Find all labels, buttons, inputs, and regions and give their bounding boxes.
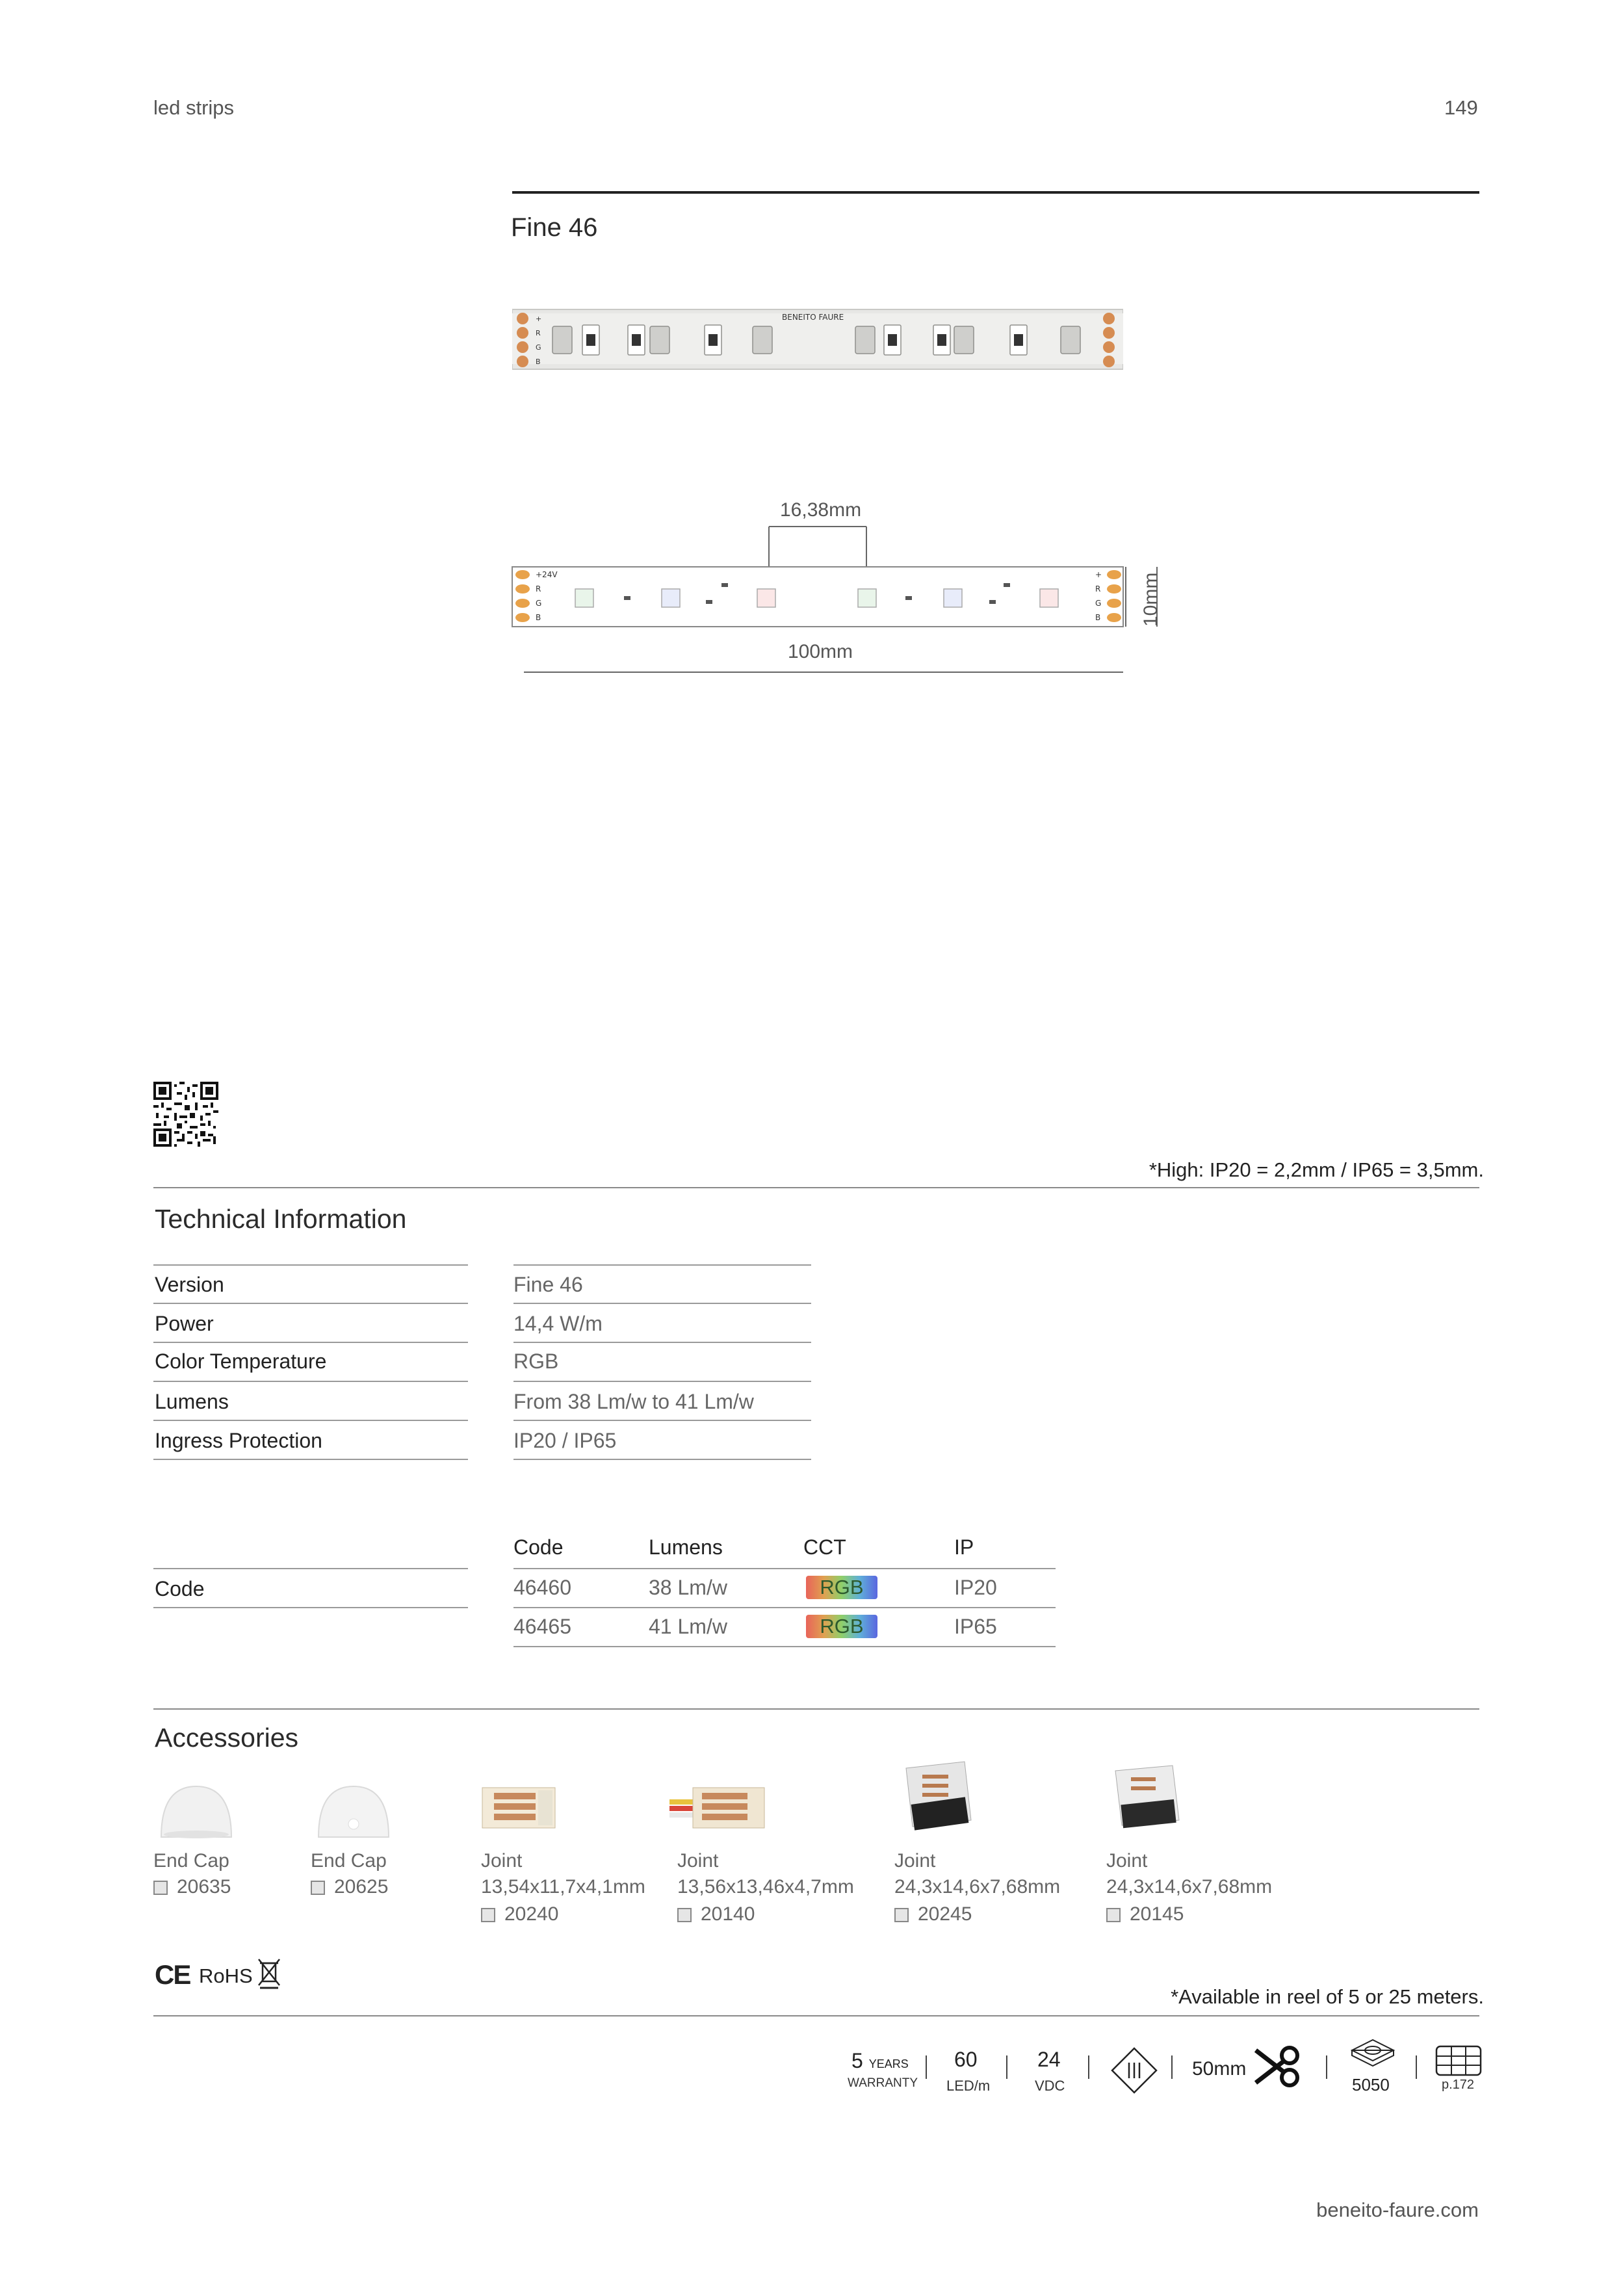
accessory-dimensions: 13,56x13,46x4,7mm	[677, 1876, 854, 1898]
warranty-label: WARRANTY	[848, 2076, 918, 2090]
width-dimension-label: 10mm	[1140, 572, 1162, 627]
divider	[1006, 2055, 1007, 2079]
warranty-years: 5 YEARS	[851, 2049, 909, 2072]
qr-code[interactable]	[153, 1082, 218, 1147]
ip-header: IP	[954, 1535, 974, 1559]
spec-label-version: Version	[155, 1273, 224, 1296]
reel-note: *Available in reel of 5 or 25 meters.	[1171, 1985, 1484, 2008]
accessory-code: 20245	[894, 1903, 972, 1925]
row-divider	[153, 1264, 468, 1266]
divider	[1326, 2055, 1327, 2079]
ce-mark: CE	[155, 1959, 190, 1990]
voltage-unit: VDC	[1035, 2078, 1065, 2094]
row-divider	[153, 1381, 468, 1382]
accessory-name: Joint	[481, 1850, 523, 1872]
table-cell-ip: IP20	[954, 1576, 997, 1599]
cut-length: 50mm	[1192, 2058, 1247, 2080]
photo-pad-label: +	[536, 315, 542, 323]
code-row-label: Code	[155, 1577, 205, 1600]
spec-value-version: Fine 46	[513, 1273, 583, 1296]
length-dimension-label: 100mm	[788, 641, 853, 662]
accessory-name: Joint	[677, 1850, 719, 1872]
accessory-name: Joint	[894, 1850, 936, 1872]
spec-label-power: Power	[155, 1312, 214, 1335]
led-density-value: 60	[954, 2048, 978, 2071]
cct-rgb-badge: RGB	[806, 1615, 877, 1638]
row-divider	[513, 1342, 811, 1343]
row-divider	[513, 1381, 811, 1382]
code-header: Code	[513, 1535, 564, 1559]
table-cell-ip: IP65	[954, 1615, 997, 1638]
page-reference[interactable]: p.172	[1442, 2078, 1475, 2092]
cct-rgb-badge: RGB	[806, 1576, 877, 1599]
section-rule	[153, 1708, 1479, 1710]
spec-label-color-temperature: Color Temperature	[155, 1350, 327, 1373]
row-divider	[513, 1420, 811, 1421]
divider	[1416, 2055, 1417, 2079]
row-divider	[513, 1303, 811, 1304]
accessory-code: 20240	[481, 1903, 558, 1925]
drawing-pad-label: R	[536, 584, 541, 594]
voltage-value: 24	[1037, 2048, 1061, 2071]
accessory-code: 20145	[1106, 1903, 1184, 1925]
pitch-dimension-label: 16,38mm	[780, 499, 862, 521]
end-cap-image	[159, 1781, 234, 1840]
spec-value-power: 14,4 W/m	[513, 1312, 603, 1335]
table-cell-code: 46460	[513, 1576, 571, 1599]
spec-value-color-temperature: RGB	[513, 1350, 559, 1373]
weee-bin-icon	[256, 1957, 282, 1989]
brand-print: BENEITO FAURE	[782, 313, 844, 322]
dimension-drawing	[507, 494, 1176, 689]
joint-image	[893, 1755, 978, 1840]
accessory-name: End Cap	[311, 1850, 387, 1872]
rohs-mark: RoHS	[199, 1964, 253, 1987]
height-note: *High: IP20 = 2,2mm / IP65 = 3,5mm.	[1149, 1158, 1484, 1181]
accessories-title: Accessories	[155, 1723, 299, 1753]
row-divider	[513, 1264, 811, 1266]
table-cell-lumens: 41 Lm/w	[649, 1615, 727, 1638]
accessory-name: Joint	[1106, 1850, 1148, 1872]
row-divider	[153, 1342, 468, 1343]
accessory-dimensions: 24,3x14,6x7,68mm	[894, 1876, 1061, 1898]
divider	[1171, 2055, 1173, 2079]
row-divider	[513, 1646, 1056, 1647]
drawing-pad-label: B	[536, 613, 541, 622]
end-cap-image	[316, 1781, 391, 1840]
website-link[interactable]: beneito-faure.com	[1316, 2198, 1479, 2221]
section-title: led strips	[153, 96, 235, 119]
drawing-pad-label: R	[1095, 584, 1101, 594]
joint-image	[481, 1781, 556, 1833]
checkbox-icon[interactable]	[481, 1908, 495, 1922]
led-chip-icon	[1348, 2036, 1397, 2070]
checkbox-icon[interactable]	[894, 1908, 909, 1922]
section-rule	[153, 1187, 1479, 1188]
photo-pad-label: B	[536, 358, 541, 366]
checkbox-icon[interactable]	[311, 1881, 325, 1895]
drawing-pad-label: +24V	[536, 570, 558, 579]
product-title: Fine 46	[511, 213, 598, 242]
section-rule	[153, 2015, 1479, 2016]
accessory-dimensions: 13,54x11,7x4,1mm	[481, 1876, 645, 1898]
spec-value-lumens: From 38 Lm/w to 41 Lm/w	[513, 1390, 754, 1413]
drawing-pad-label: +	[1095, 570, 1102, 579]
accessory-dimensions: 24,3x14,6x7,68mm	[1106, 1876, 1273, 1898]
row-divider	[153, 1420, 468, 1421]
page-number: 149	[1444, 96, 1478, 119]
row-divider	[513, 1459, 811, 1460]
spec-label-ingress-protection: Ingress Protection	[155, 1429, 322, 1452]
led-strip-photo	[512, 307, 1123, 372]
checkbox-icon[interactable]	[153, 1881, 168, 1895]
title-rule	[512, 191, 1479, 194]
row-divider	[153, 1459, 468, 1460]
joint-image	[1104, 1758, 1186, 1840]
drawing-pad-label: G	[1095, 599, 1102, 608]
row-divider	[153, 1303, 468, 1304]
row-divider	[513, 1607, 1056, 1608]
spec-label-lumens: Lumens	[155, 1390, 229, 1413]
divider	[1088, 2055, 1089, 2079]
drawing-pad-label: G	[536, 599, 542, 608]
table-cell-code: 46465	[513, 1615, 571, 1638]
drawing-pad-label: B	[1095, 613, 1101, 622]
accessory-code: 20625	[311, 1876, 388, 1898]
accessory-code: 20140	[677, 1903, 755, 1925]
tech-info-title: Technical Information	[155, 1204, 407, 1234]
chip-type: 5050	[1352, 2075, 1390, 2094]
accessory-code: 20635	[153, 1876, 231, 1898]
photo-pad-label: G	[536, 343, 541, 352]
grid-reference-icon[interactable]	[1435, 2045, 1482, 2076]
checkbox-icon[interactable]	[677, 1908, 692, 1922]
divider	[926, 2055, 927, 2079]
row-divider	[513, 1568, 1056, 1569]
cct-header: CCT	[803, 1535, 846, 1559]
led-density-unit: LED/m	[946, 2078, 991, 2094]
row-divider	[153, 1607, 468, 1608]
checkbox-icon[interactable]	[1106, 1908, 1121, 1922]
scissors-icon	[1253, 2044, 1304, 2089]
joint-image	[669, 1781, 767, 1833]
lumens-header: Lumens	[649, 1535, 723, 1559]
table-cell-lumens: 38 Lm/w	[649, 1576, 727, 1599]
accessory-name: End Cap	[153, 1850, 229, 1872]
photo-pad-label: R	[536, 329, 541, 337]
row-divider	[153, 1568, 468, 1569]
class-iii-icon	[1110, 2046, 1158, 2094]
spec-value-ingress-protection: IP20 / IP65	[513, 1429, 617, 1452]
